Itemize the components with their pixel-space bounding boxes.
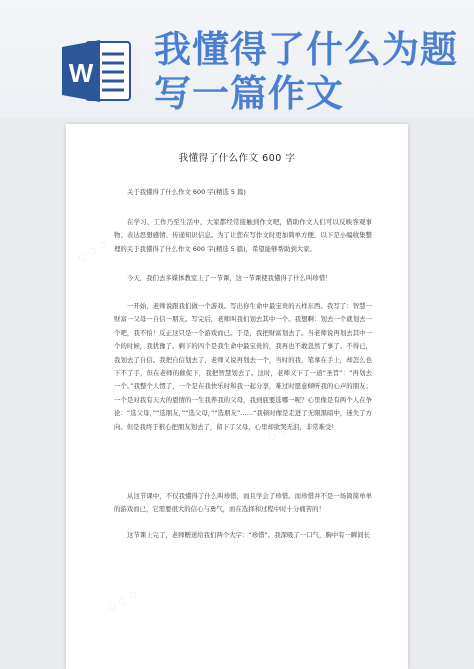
banner-title: [154, 27, 464, 115]
banner-title-line2: 写一篇作文: [154, 71, 344, 115]
banner-title-line1: 我懂得了什么为题: [154, 27, 458, 71]
word-document-icon: [62, 38, 132, 104]
watermark: ◇ ◇ ◇: [74, 236, 110, 265]
paragraph-2: 一开始，老师说跟我们做一个游戏。写出你生命中最宝贵的五样东西。我写了：智慧一财富一父母一自信一朋友。写完后，老师叫我们划去其中一个。我想啊：划去一个就划去一个吧，我不怕！反正这只是一个游戏而已。于是，我把财富划去了。当老师说再划去其中一个的时候，我犹豫了。剩下的四个是我生命中最宝贵的，我再也不敢忽然了事了。不得已，我划去了自信。我把自信划去了，老师又说再划去一个，当时的我，笔拿在手上，却怎么也下不了手，但在老师的催促下，我把智慧划去了。这时，老师又下了一道“圣旨”：“再划去一个。”我整个人愣了，一个是在我快乐时和我一起分享，难过时愿意倾听我的心声的朋友；一个是对我有天大的恩情的一生我养我的父母，我到底要选哪一呢？心里像是有两个人在争论：“选父母，”“选朋友，”“选父母，”“选朋友”……“我顿时像是走进了无限黑暗中，迷失了方向。但是我终于狠心把朋友划去了，留下了父母，心里却欲哭无泪，非常难受！: [114, 302, 372, 431]
document-page: [66, 124, 408, 669]
document-title: 我懂得了什么作文 600 字: [178, 153, 296, 164]
paragraph-1: 今天，我们去多媒体教室上了一节课，这一节课使我懂得了什么叫珍惜！: [127, 274, 332, 282]
logo-letter: W: [68, 58, 94, 88]
paragraph-3: 从这节课中，不仅我懂得了什么叫珍惜，而且学会了珍惜。而珍惜并不是一场简简单单的游戏而已，它需要很大的信心与勇气，而在选择和过程中时十分痛苦的！: [114, 492, 372, 514]
banner: [0, 0, 474, 118]
paragraph-4: 这节课上完了，老师赠送给我们两个大字：“珍惜”。我深吸了一口气，胸中有一瞬间长: [127, 531, 371, 539]
paragraph-intro: 在学习、工作乃至生活中，大家都经常接触到作文吧，借助作文人们可以反映客观事物、表达思想感情、传递知识信息。为了让您在写作文时更加简单方便，以下是小编收集整理的关于我懂得了什么作文 600 字(精选 5 篇)，希望能够帮助到大家。: [114, 218, 372, 253]
watermark: ◇ ◇ ◇: [264, 416, 300, 445]
watermark: ◇ ◇ ◇: [104, 586, 140, 615]
paragraph-subtitle: 关于我懂得了什么作文 600 字(精选 5 篇): [127, 188, 246, 196]
